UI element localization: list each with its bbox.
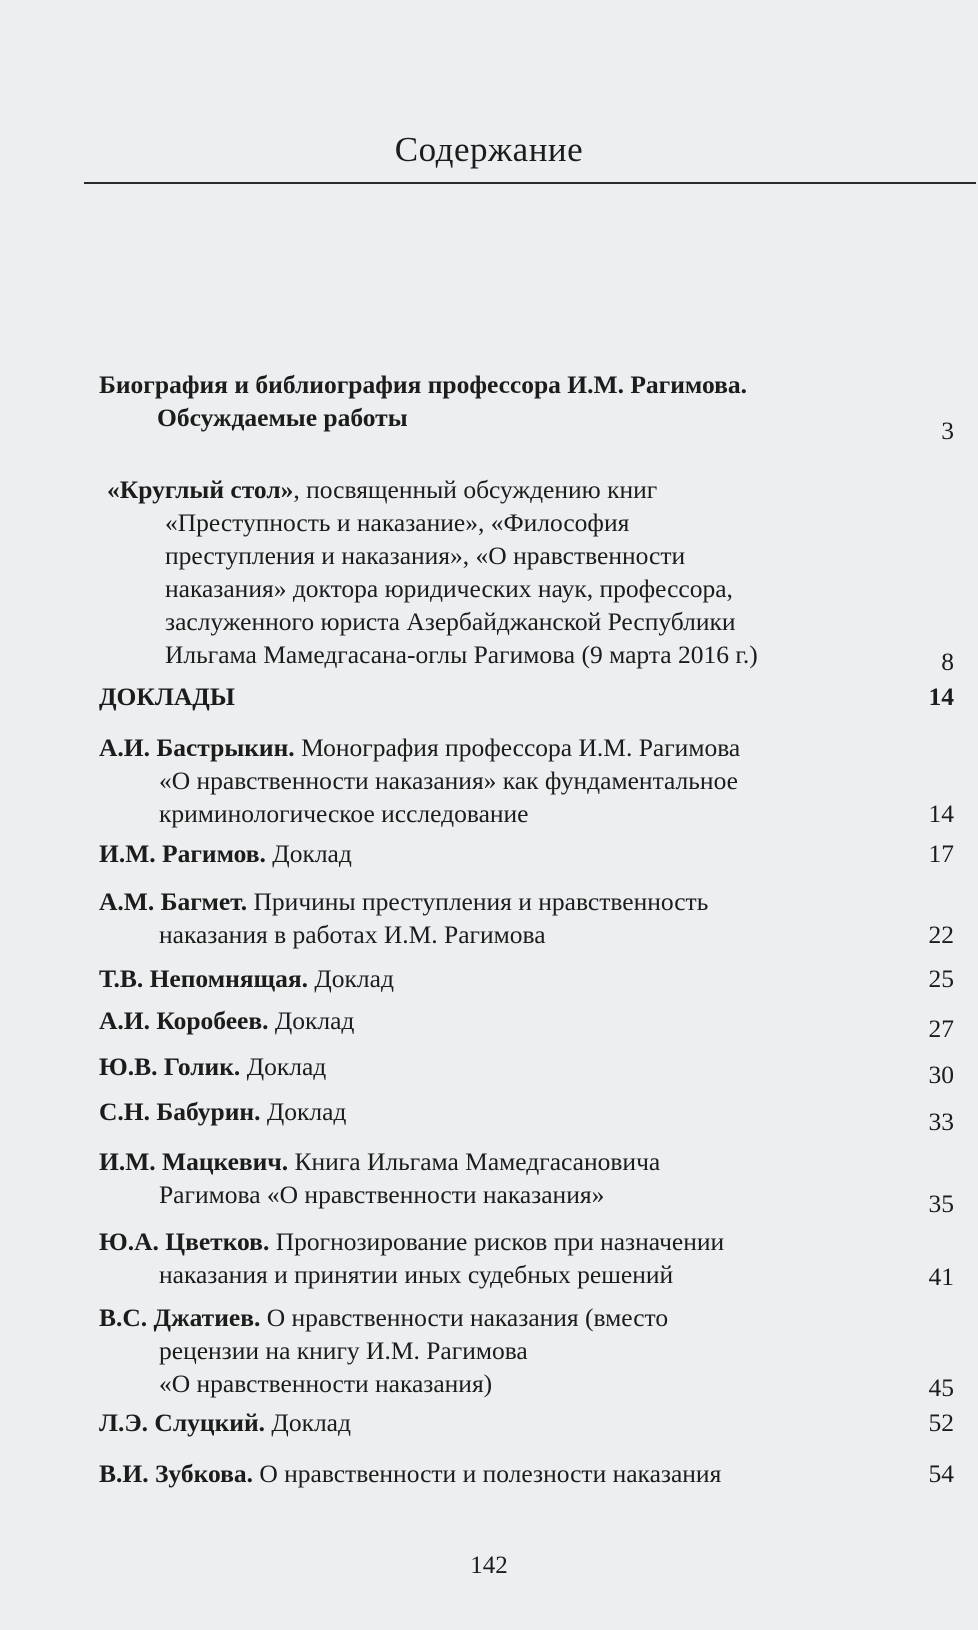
toc-entry-line: Доклад — [265, 1408, 351, 1437]
toc-page-number: 17 — [928, 839, 954, 868]
toc-entry-line: Причины преступления и нравственность — [247, 887, 709, 916]
toc-entry-author: В.С. Джатиев. — [99, 1303, 261, 1332]
toc-page-number: 14 — [928, 682, 954, 711]
toc-page-number: 35 — [928, 1189, 954, 1218]
toc-page-number: 14 — [928, 799, 954, 828]
toc-page-number: 54 — [928, 1459, 954, 1488]
toc-entry-line-rest: , посвященный обсуждению книг — [293, 475, 658, 504]
toc-page-number: 25 — [928, 964, 954, 993]
toc-entry-line: «Преступность и наказание», «Философия — [165, 508, 630, 537]
toc-page-number: 3 — [941, 416, 954, 445]
toc-entry-line: Монография профессора И.М. Рагимова — [294, 733, 741, 762]
toc-page-number: 52 — [928, 1408, 954, 1437]
toc-entry-line: наказания и принятии иных судебных решений — [159, 1260, 674, 1289]
toc-entry-author: А.М. Багмет. — [99, 887, 248, 916]
toc-entry-author: В.И. Зубкова. — [99, 1459, 253, 1488]
toc-entry-line: Доклад — [265, 839, 352, 868]
toc-entry-line: наказания в работах И.М. Рагимова — [159, 920, 546, 949]
toc-entry-author: И.М. Рагимов. — [99, 839, 266, 868]
toc-entry-author: А.И. Бастрыкин. — [99, 733, 295, 762]
toc-page-number: 8 — [941, 647, 954, 676]
toc-entry-line: Биография и библиография профессора И.М. Рагимова. — [99, 370, 747, 399]
toc-page-number: 30 — [928, 1060, 954, 1089]
toc-entry-line: «О нравственности наказания) — [159, 1369, 493, 1398]
toc-entry-line: Ильгама Мамедгасана-оглы Рагимова (9 марта 2016 г.) — [165, 640, 758, 669]
toc-entry-line: Доклад — [260, 1097, 347, 1126]
toc-entry-line: Обсуждаемые работы — [157, 403, 408, 432]
toc-entry-author: Ю.А. Цветков. — [99, 1227, 270, 1256]
toc-entry-line: преступления и наказания», «О нравственности — [165, 541, 686, 570]
toc-entry-line: наказания» доктора юридических наук, профессора, — [165, 574, 733, 603]
toc-page-number: 27 — [928, 1014, 954, 1043]
toc-entry-author: Л.Э. Слуцкий. — [99, 1408, 266, 1437]
page-number: 142 — [470, 1552, 508, 1579]
toc-entry-line: Рагимова «О нравственности наказания» — [159, 1180, 605, 1209]
toc-entry-line: Книга Ильгама Мамедгасановича — [288, 1147, 661, 1176]
toc-entry-author: Ю.В. Голик. — [99, 1052, 241, 1081]
toc-entry-line: «О нравственности наказания» как фундаментальное — [159, 766, 738, 795]
toc-entry-author: А.И. Коробеев. — [99, 1006, 269, 1035]
toc-page-number: 41 — [928, 1262, 954, 1291]
toc-entry-line: рецензии на книгу И.М. Рагимова — [159, 1336, 528, 1365]
page-title: Содержание — [394, 130, 584, 169]
toc-entry-author: Т.В. Непомнящая. — [99, 964, 309, 993]
toc-entry-author: С.Н. Бабурин. — [99, 1097, 261, 1126]
toc-entry-line: заслуженного юриста Азербайджанской Республики — [165, 607, 736, 636]
toc-page-number: 22 — [928, 920, 954, 949]
toc-page-number: 45 — [928, 1373, 954, 1402]
toc-entry-line: криминологическое исследование — [159, 799, 529, 828]
toc-page-number: 33 — [928, 1107, 954, 1136]
toc-entry-line: О нравственности наказания (вместо — [260, 1303, 669, 1332]
toc-entry-line: Прогнозирование рисков при назначении — [269, 1227, 725, 1256]
title-rule — [84, 182, 976, 184]
toc-entry-line: ДОКЛАДЫ — [99, 682, 235, 711]
toc-entry-line: «Круглый стол» — [107, 475, 294, 504]
toc-entry-author: И.М. Мацкевич. — [99, 1147, 289, 1176]
toc-entry-line: Доклад — [268, 1006, 355, 1035]
toc-entry-line: О нравственности и полезности наказания — [252, 1459, 722, 1488]
toc-entry-line: Доклад — [240, 1052, 327, 1081]
toc-entry-line: Доклад — [308, 964, 394, 993]
